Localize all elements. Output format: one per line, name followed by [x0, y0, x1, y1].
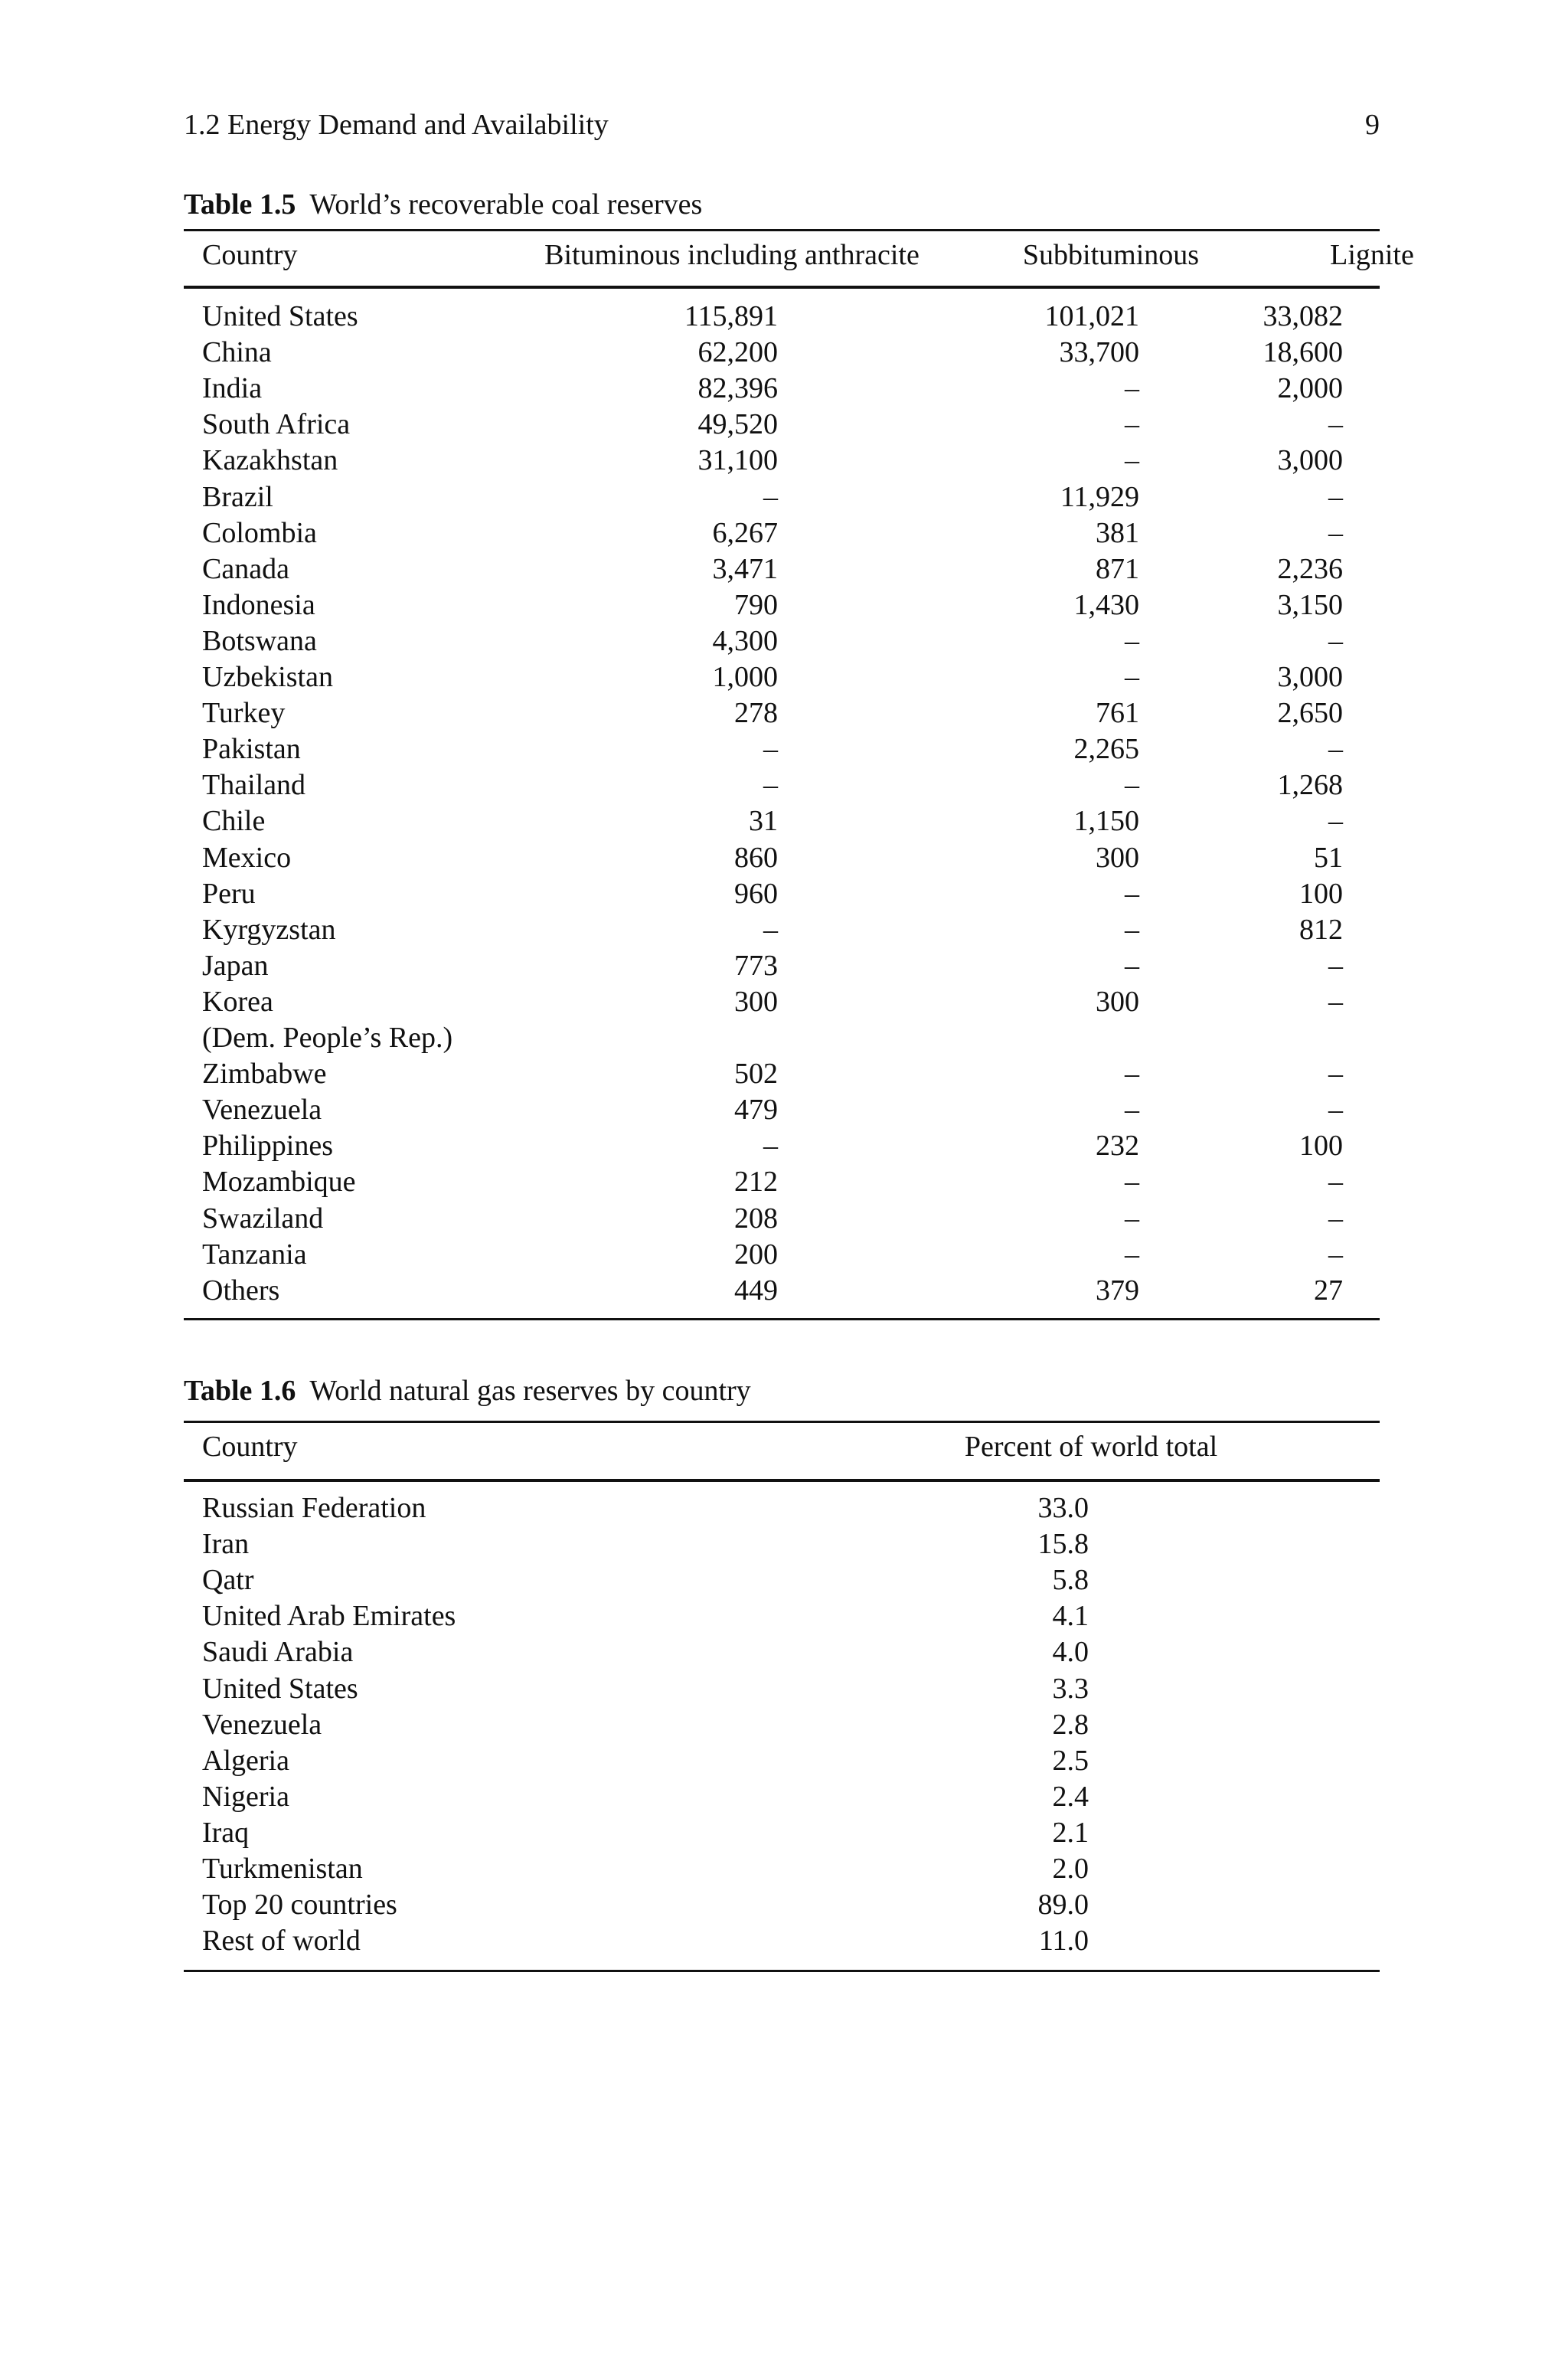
- cell-subbituminous: 381: [1096, 516, 1139, 549]
- table-row: [184, 1273, 1380, 1309]
- cell-country: Saudi Arabia: [202, 1636, 354, 1669]
- cell-subbituminous: –: [1125, 949, 1139, 982]
- table-row: [184, 1851, 1380, 1887]
- cell-percent: 2.0: [1052, 1853, 1089, 1885]
- cell-lignite: –: [1328, 1058, 1343, 1091]
- table-row: [184, 803, 1380, 839]
- cell-lignite: 2,650: [1277, 697, 1343, 730]
- cell-bituminous: 6,267: [712, 516, 778, 549]
- cell-lignite: –: [1328, 408, 1343, 441]
- cell-percent: 2.4: [1052, 1780, 1089, 1813]
- cell-country: Venezuela: [202, 1094, 322, 1127]
- cell-subbituminous: 761: [1096, 697, 1139, 730]
- table-row: [184, 1887, 1380, 1923]
- cell-country: Qatr: [202, 1564, 254, 1597]
- cell-lignite: –: [1328, 624, 1343, 657]
- cell-lignite: –: [1328, 805, 1343, 838]
- cell-bituminous: 790: [734, 588, 778, 621]
- table-1-5-bottom-rule: [184, 1318, 1380, 1320]
- cell-bituminous: 212: [734, 1166, 778, 1199]
- cell-country: Rest of world: [202, 1925, 361, 1958]
- cell-percent: 2.8: [1052, 1708, 1089, 1741]
- cell-country: Swaziland: [202, 1202, 324, 1235]
- cell-percent: 2.5: [1052, 1744, 1089, 1777]
- table-row: [184, 912, 1380, 948]
- table-row: [184, 1201, 1380, 1237]
- table-1-5-number: Table 1.5: [184, 188, 296, 221]
- cell-country: Colombia: [202, 516, 317, 549]
- page-number: 9: [1365, 109, 1380, 141]
- cell-lignite: 33,082: [1263, 300, 1343, 332]
- cell-bituminous: –: [763, 913, 778, 946]
- table-row: [184, 1092, 1380, 1128]
- cell-subbituminous: 232: [1096, 1130, 1139, 1163]
- table-row: [184, 587, 1380, 623]
- table-row: [184, 1164, 1380, 1200]
- table-1-5-caption: [184, 185, 1380, 224]
- cell-percent: 3.3: [1052, 1672, 1089, 1705]
- cell-bituminous: 31: [749, 805, 778, 838]
- cell-bituminous: 4,300: [712, 624, 778, 657]
- cell-percent: 11.0: [1038, 1925, 1089, 1958]
- cell-subbituminous: –: [1125, 408, 1139, 441]
- table-1-6-number: Table 1.6: [184, 1375, 296, 1407]
- cell-lignite: 1,268: [1277, 769, 1343, 802]
- table-row: [184, 695, 1380, 731]
- table-row: [184, 731, 1380, 767]
- table-row: [184, 767, 1380, 803]
- table-1-6-title: World natural gas reserves by country: [309, 1375, 751, 1407]
- cell-subbituminous: –: [1125, 1202, 1139, 1235]
- cell-bituminous: 278: [734, 697, 778, 730]
- cell-country: Brazil: [202, 480, 273, 513]
- cell-percent: 33.0: [1037, 1492, 1089, 1524]
- cell-subbituminous: 33,700: [1059, 336, 1139, 369]
- running-head: [184, 106, 1380, 144]
- cell-lignite: 3,000: [1277, 661, 1343, 693]
- table-row: [184, 1056, 1380, 1092]
- cell-lignite: 51: [1314, 841, 1343, 874]
- table-row: [184, 1526, 1380, 1562]
- cell-country: Kazakhstan: [202, 444, 338, 477]
- cell-country: Thailand: [202, 769, 306, 802]
- cell-bituminous: 1,000: [712, 661, 778, 693]
- cell-lignite: 100: [1299, 877, 1343, 910]
- cell-country: Indonesia: [202, 588, 315, 621]
- cell-percent: 15.8: [1037, 1528, 1089, 1561]
- cell-lignite: 2,236: [1277, 552, 1343, 585]
- table-row: [184, 335, 1380, 371]
- table-row: [184, 948, 1380, 984]
- cell-country: Kyrgyzstan: [202, 913, 336, 946]
- cell-subbituminous: –: [1125, 877, 1139, 910]
- cell-subbituminous: –: [1125, 1058, 1139, 1091]
- cell-country: Botswana: [202, 624, 317, 657]
- header-lignite: Lignite: [1330, 239, 1414, 271]
- cell-bituminous: 3,471: [712, 552, 778, 585]
- cell-lignite: 100: [1299, 1130, 1343, 1163]
- cell-subbituminous: 300: [1096, 841, 1139, 874]
- table-row: [184, 371, 1380, 407]
- table-row: [184, 1743, 1380, 1779]
- header-country: Country: [202, 1431, 298, 1463]
- header-country: Country: [202, 239, 298, 271]
- table-row: [184, 1815, 1380, 1851]
- table-row: [184, 1779, 1380, 1815]
- cell-subbituminous: –: [1125, 1238, 1139, 1271]
- cell-subbituminous: 871: [1096, 552, 1139, 585]
- cell-country: Top 20 countries: [202, 1889, 397, 1922]
- table-1-6-caption: [184, 1372, 1380, 1410]
- cell-percent: 4.1: [1052, 1600, 1089, 1633]
- table-row: [184, 1490, 1380, 1526]
- cell-bituminous: 960: [734, 877, 778, 910]
- cell-country: Tanzania: [202, 1238, 307, 1271]
- cell-subbituminous: 1,150: [1073, 805, 1139, 838]
- cell-subbituminous: 2,265: [1073, 733, 1139, 766]
- cell-bituminous: 31,100: [697, 444, 778, 477]
- cell-lignite: 27: [1314, 1274, 1343, 1307]
- cell-country: Mozambique: [202, 1166, 356, 1199]
- cell-bituminous: –: [763, 733, 778, 766]
- cell-country: United States: [202, 300, 358, 332]
- cell-lignite: 3,000: [1277, 444, 1343, 477]
- table-row: [184, 876, 1380, 912]
- table-1-6-header-row: [184, 1429, 1380, 1465]
- cell-country: Iraq: [202, 1816, 250, 1849]
- cell-country: Uzbekistan: [202, 661, 333, 693]
- table-1-6-bottom-rule: [184, 1970, 1380, 1972]
- table-row: [184, 515, 1380, 551]
- cell-bituminous: 49,520: [697, 408, 778, 441]
- cell-lignite: –: [1328, 516, 1343, 549]
- table-row: [184, 1671, 1380, 1707]
- cell-country: Algeria: [202, 1744, 289, 1777]
- table-row: [184, 479, 1380, 515]
- table-row: [184, 659, 1380, 695]
- cell-country: Canada: [202, 552, 289, 585]
- table-row: [184, 299, 1380, 335]
- header-subbituminous: Subbituminous: [1022, 239, 1200, 271]
- cell-country: South Africa: [202, 408, 351, 441]
- cell-subbituminous: –: [1125, 1166, 1139, 1199]
- cell-country: United Arab Emirates: [202, 1600, 456, 1633]
- cell-country: Peru: [202, 877, 256, 910]
- table-row: [184, 443, 1380, 479]
- cell-bituminous: 479: [734, 1094, 778, 1127]
- cell-bituminous: –: [763, 480, 778, 513]
- cell-lignite: –: [1328, 949, 1343, 982]
- cell-country: Iran: [202, 1528, 250, 1561]
- table-row: [184, 1598, 1380, 1634]
- cell-country: India: [202, 372, 263, 405]
- cell-subbituminous: –: [1125, 769, 1139, 802]
- cell-country: Turkmenistan: [202, 1853, 363, 1885]
- table-1-5-header-rule: [184, 286, 1380, 289]
- table-row: [184, 1634, 1380, 1670]
- cell-bituminous: –: [763, 769, 778, 802]
- cell-bituminous: 82,396: [697, 372, 778, 405]
- cell-subbituminous: 1,430: [1073, 588, 1139, 621]
- cell-subbituminous: –: [1125, 913, 1139, 946]
- cell-subbituminous: –: [1125, 372, 1139, 405]
- table-1-5-header-row: [184, 237, 1414, 273]
- cell-lignite: 18,600: [1263, 336, 1343, 369]
- cell-lignite: 812: [1299, 913, 1343, 946]
- cell-percent: 89.0: [1037, 1889, 1089, 1922]
- cell-lignite: –: [1328, 480, 1343, 513]
- cell-percent: 2.1: [1052, 1816, 1089, 1849]
- cell-country: Turkey: [202, 697, 286, 730]
- cell-country: Korea: [202, 985, 273, 1018]
- running-head-section: 1.2 Energy Demand and Availability: [184, 109, 609, 141]
- table-row: [184, 623, 1380, 659]
- table-1-6-header-rule: [184, 1479, 1380, 1482]
- table-1-5-top-rule: [184, 229, 1380, 231]
- cell-bituminous: 300: [734, 985, 778, 1018]
- cell-bituminous: 773: [734, 949, 778, 982]
- cell-country: Others: [202, 1274, 280, 1307]
- cell-country: Zimbabwe: [202, 1058, 327, 1091]
- cell-bituminous: 62,200: [697, 336, 778, 369]
- cell-bituminous: 115,891: [684, 300, 778, 332]
- table-row: [184, 1707, 1380, 1743]
- cell-country: Russian Federation: [202, 1492, 426, 1524]
- cell-country: Chile: [202, 805, 266, 838]
- cell-subbituminous: –: [1125, 1094, 1139, 1127]
- cell-lignite: –: [1328, 1202, 1343, 1235]
- cell-country: Philippines: [202, 1130, 334, 1163]
- table-row: [184, 1020, 1380, 1056]
- cell-country: China: [202, 336, 272, 369]
- table-row: [184, 407, 1380, 443]
- cell-bituminous: 449: [734, 1274, 778, 1307]
- table-row: [184, 840, 1380, 876]
- cell-subbituminous: 101,021: [1044, 300, 1139, 332]
- cell-lignite: 3,150: [1277, 588, 1343, 621]
- cell-lignite: –: [1328, 1094, 1343, 1127]
- cell-bituminous: 208: [734, 1202, 778, 1235]
- table-row: [184, 1923, 1380, 1959]
- table-row: [184, 984, 1380, 1020]
- cell-subbituminous: –: [1125, 661, 1139, 693]
- table-1-6-top-rule: [184, 1421, 1380, 1423]
- table-row: [184, 551, 1380, 587]
- cell-bituminous: 200: [734, 1238, 778, 1271]
- cell-country: United States: [202, 1672, 358, 1705]
- cell-bituminous: –: [763, 1130, 778, 1163]
- cell-subbituminous: 11,929: [1060, 480, 1139, 513]
- header-bituminous: Bituminous including anthracite: [544, 239, 920, 271]
- cell-lignite: –: [1328, 1166, 1343, 1199]
- cell-country: (Dem. People’s Rep.): [202, 1022, 453, 1054]
- cell-bituminous: 502: [734, 1058, 778, 1091]
- cell-bituminous: 860: [734, 841, 778, 874]
- table-1-5-title: World’s recoverable coal reserves: [309, 188, 703, 221]
- cell-percent: 5.8: [1052, 1564, 1089, 1597]
- cell-subbituminous: –: [1125, 624, 1139, 657]
- table-row: [184, 1562, 1380, 1598]
- table-row: [184, 1128, 1380, 1164]
- cell-country: Japan: [202, 949, 269, 982]
- cell-country: Pakistan: [202, 733, 301, 766]
- cell-subbituminous: 379: [1096, 1274, 1139, 1307]
- cell-lignite: –: [1328, 1238, 1343, 1271]
- cell-lignite: 2,000: [1277, 372, 1343, 405]
- header-percent: Percent of world total: [964, 1431, 1218, 1463]
- cell-country: Venezuela: [202, 1708, 322, 1741]
- cell-lignite: –: [1328, 733, 1343, 766]
- cell-subbituminous: –: [1125, 444, 1139, 477]
- cell-country: Nigeria: [202, 1780, 289, 1813]
- cell-percent: 4.0: [1052, 1636, 1089, 1669]
- cell-lignite: –: [1328, 985, 1343, 1018]
- cell-subbituminous: 300: [1096, 985, 1139, 1018]
- cell-country: Mexico: [202, 841, 292, 874]
- table-row: [184, 1237, 1380, 1273]
